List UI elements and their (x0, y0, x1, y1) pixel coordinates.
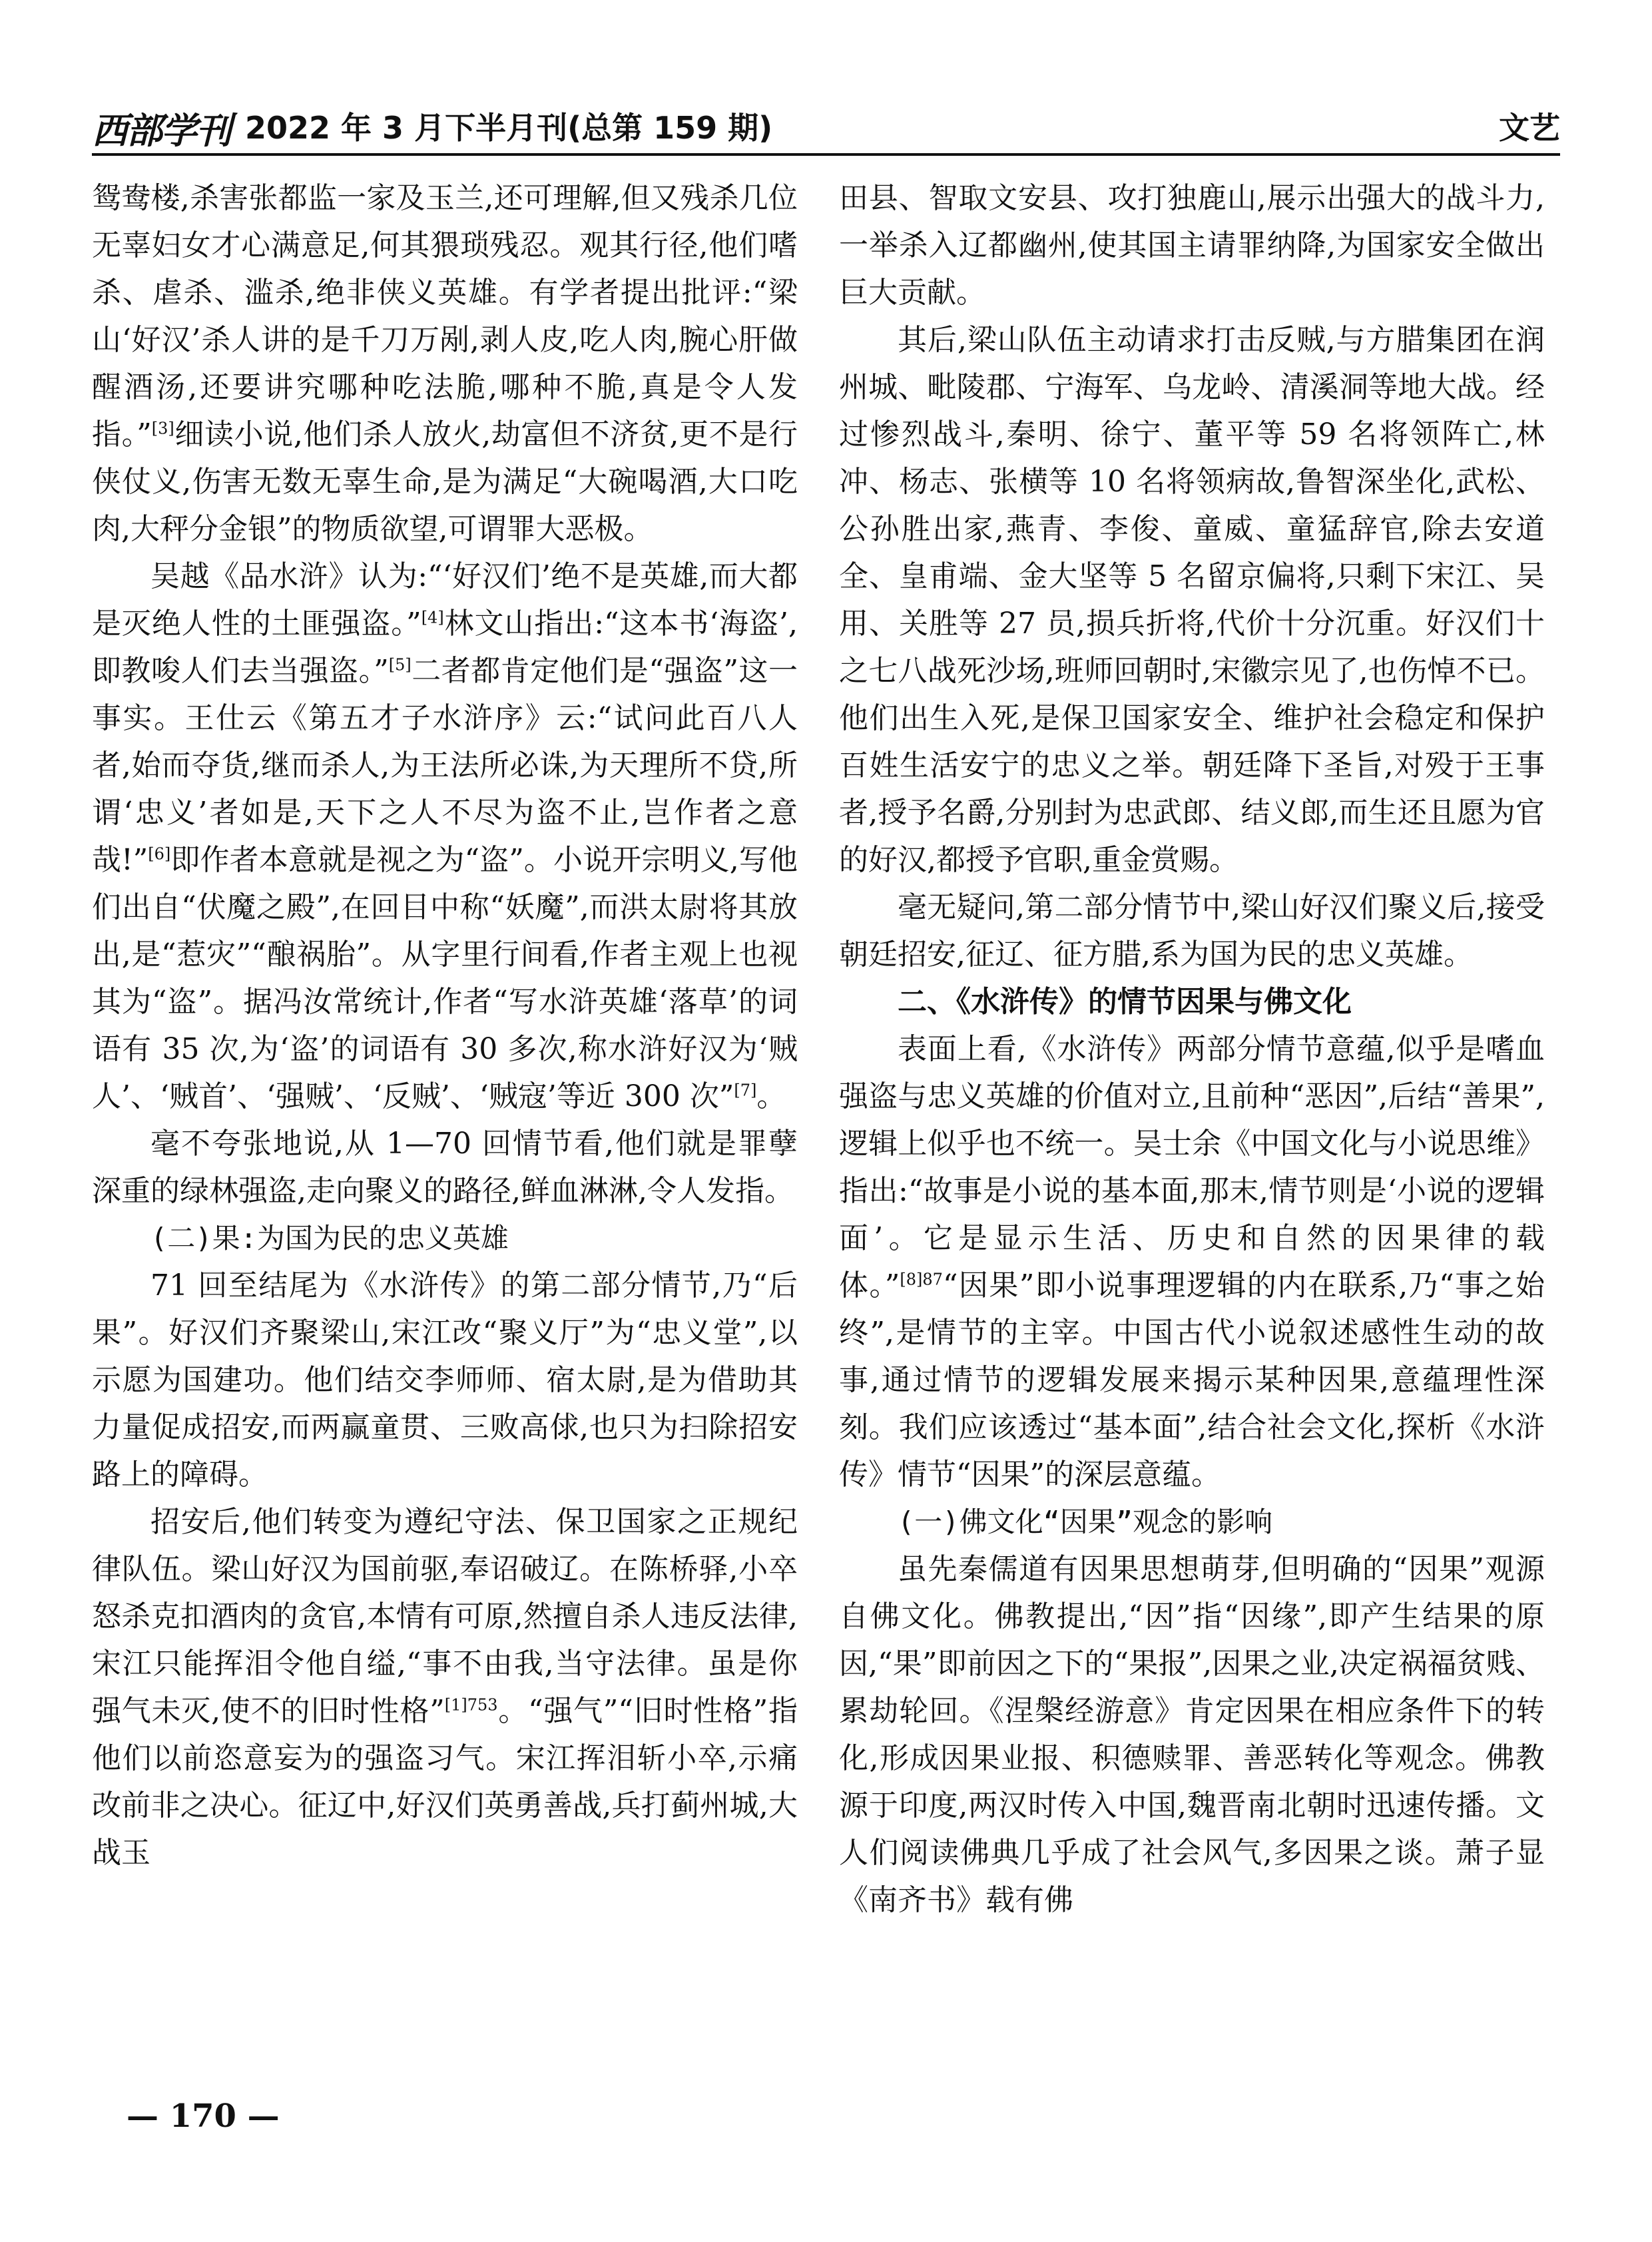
page-header (92, 100, 1560, 156)
paragraph: 毫无疑问,第二部分情节中,梁山好汉们聚义后,接受朝廷招安,征辽、征方腊,系为国为民的忠义英雄。 (839, 890, 1545, 972)
subsection-heading: (一)佛文化“因果”观念的影响 (898, 1506, 1273, 1538)
paragraph: 表面上看,《水浒传》两部分情节意蕴,似乎是嗜血强盗与忠义英雄的价值对立,且前种“恶因”,后结“善果”,逻辑上似乎也不统一。吴士余《中国文化与小说思维》指出:“故事是小说的基本面,那末,情节则是‘小说的逻辑面’。它是显示生活、历史和自然的因果律的载体。”$^{[8]87}$“因果”即小说事理逻辑的内在联系,乃“事之始终”,是情节的主宰。中国古代小说叙述感性生动的故事,通过情节的逻辑发展来揭示某种因果,意蕴理性深刻。我们应该透过“基本面”,结合社会文化,探析《水浒传》情节“因果”的深层意蕴。 (839, 1032, 1545, 1492)
subsection-heading: (二)果:为国为民的忠义英雄 (150, 1222, 509, 1255)
paragraph: 虽先秦儒道有因果思想萌芽,但明确的“因果”观源自佛文化。佛教提出,“因”指“因缘”,即产生结果的原因,“果”即前因之下的“果报”,因果之业,决定祸福贫贱、累劫轮回。《涅槃经游意》肯定因果在相应条件下的转化,形成因果业报、积德赎罪、善恶转化等观念。佛教源于印度,两汉时传入中国,魏晋南北朝时迅速传播。文人们阅读佛典几乎成了社会风气,多因果之谈。萧子显《南齐书》载有佛 (839, 1552, 1545, 1917)
citation-marker: [6] (148, 844, 171, 864)
paragraph: 毫不夸张地说,从 1—70 回情节看,他们就是罪孽深重的绿林强盗,走向聚义的路径,鲜血淋淋,令人发指。 (92, 1127, 798, 1208)
paragraph: 71 回至结尾为《水浒传》的第二部分情节,乃“后果”。好汉们齐聚梁山,宋江改“聚义厅”为“忠义堂”,以示愿为国建功。他们结交李师师、宿太尉,是为借助其力量促成招安,而两赢童贯、三败高俅,也只为扫除招安路上的障碍。 (92, 1268, 798, 1492)
citation-marker: [5] (388, 655, 412, 675)
citation-marker: [7] (734, 1081, 757, 1100)
citation-marker: [4] (421, 608, 444, 627)
citation-marker: [1]753 (444, 1695, 498, 1715)
citation-marker: [8]87 (900, 1270, 943, 1289)
issue-info: 2022 年 3 月下半月刊(总第 159 期) (245, 110, 773, 146)
section-label: 文艺 (1499, 110, 1560, 146)
journal-logo: 西部学刊 (92, 109, 230, 152)
paragraph: 吴越《品水浒》认为:“‘好汉们’绝不是英雄,而大都是灭绝人性的土匪强盗。”[4]林文山指出:“这本书‘海盗’,即教唆人们去当强盗。”[5]二者都肯定他们是“强盗”这一事实。王仕云《第五才子水浒序》云:“试问此百八人者,始而夺货,继而杀人,为王法所必诛,为天理所不贷,所谓‘忠义’者如是,天下之人不尽为盗不止,岂作者之意哉!”[6]即作者本意就是视之为“盗”。小说开宗明义,写他们出自“伏魔之殿”,在回目中称“妖魔”,而洪太尉将其放出,是“惹灾”“酿祸胎”。从字里行间看,作者主观上也视其为“盗”。据冯汝常统计,作者“写水浒英雄‘落草’的词语有 35 次,为‘盗’的词语有 30 多次,称水浒好汉为‘贼人’、‘贼首’、‘强贼’、‘反贼’、‘贼寇’等近 300 次”[7]。 (92, 559, 798, 1113)
paragraph: 其后,梁山队伍主动请求打击反贼,与方腊集团在润州城、毗陵郡、宁海军、乌龙岭、清溪洞等地大战。经过惨烈战斗,秦明、徐宁、董平等 59 名将领阵亡,林冲、杨志、张横等 10 名将领病故,鲁智深坐化,武松、公孙胜出家,燕青、李俊、童威、童猛辞官,除去安道全、皇甫端、金大坚等 5 名留京偏将,只剩下宋江、吴用、关胜等 27 员,损兵折将,代价十分沉重。好汉们十之七八战死沙场,班师回朝时,宋徽宗见了,也伤悼不已。他们出生入死,是保卫国家安全、维护社会稳定和保护百姓生活安宁的忠义之举。朝廷降下圣旨,对殁于王事者,授予名爵,分别封为忠武郎、结义郎,而生还且愿为官的好汉,都授予官职,重金赏赐。 (839, 323, 1545, 877)
right-column (839, 174, 1545, 1924)
paragraph: 田县、智取文安县、攻打独鹿山,展示出强大的战斗力,一举杀入辽都幽州,使其国主请罪纳降,为国家安全做出巨大贡献。 (839, 181, 1545, 310)
paragraph: 鸳鸯楼,杀害张都监一家及玉兰,还可理解,但又残杀几位无辜妇女才心满意足,何其猥琐残忍。观其行径,他们嗜杀、虐杀、滥杀,绝非侠义英雄。有学者提出批评:“梁山‘好汉’杀人讲的是千刀万剐,剥人皮,吃人肉,腕心肝做醒酒汤,还要讲究哪种吃法脆,哪种不脆,真是令人发指。”[3]细读小说,他们杀人放火,劫富但不济贫,更不是行侠仗义,伤害无数无辜生命,是为满足“大碗喝酒,大口吃肉,大秤分金银”的物质欲望,可谓罪大恶极。 (92, 181, 798, 546)
left-column (92, 174, 798, 1876)
citation-marker: [3] (151, 419, 174, 438)
paragraph: 招安后,他们转变为遵纪守法、保卫国家之正规纪律队伍。梁山好汉为国前驱,奉诏破辽。在陈桥驿,小卒怒杀克扣酒肉的贪官,本情有可原,然擅自杀人违反法律,宋江只能挥泪令他自缢,“事不由我,当守法律。虽是你强气未灭,使不的旧时性格”$^{[1]753}$。“强气”“旧时性格”指他们以前恣意妄为的强盗习气。宋江挥泪斩小卒,示痛改前非之决心。征辽中,好汉们英勇善战,兵打蓟州城,大战玉 (92, 1505, 798, 1870)
section-heading: 二、《水浒传》的情节因果与佛文化 (898, 985, 1352, 1019)
page-number: — 170 — (127, 2098, 280, 2135)
